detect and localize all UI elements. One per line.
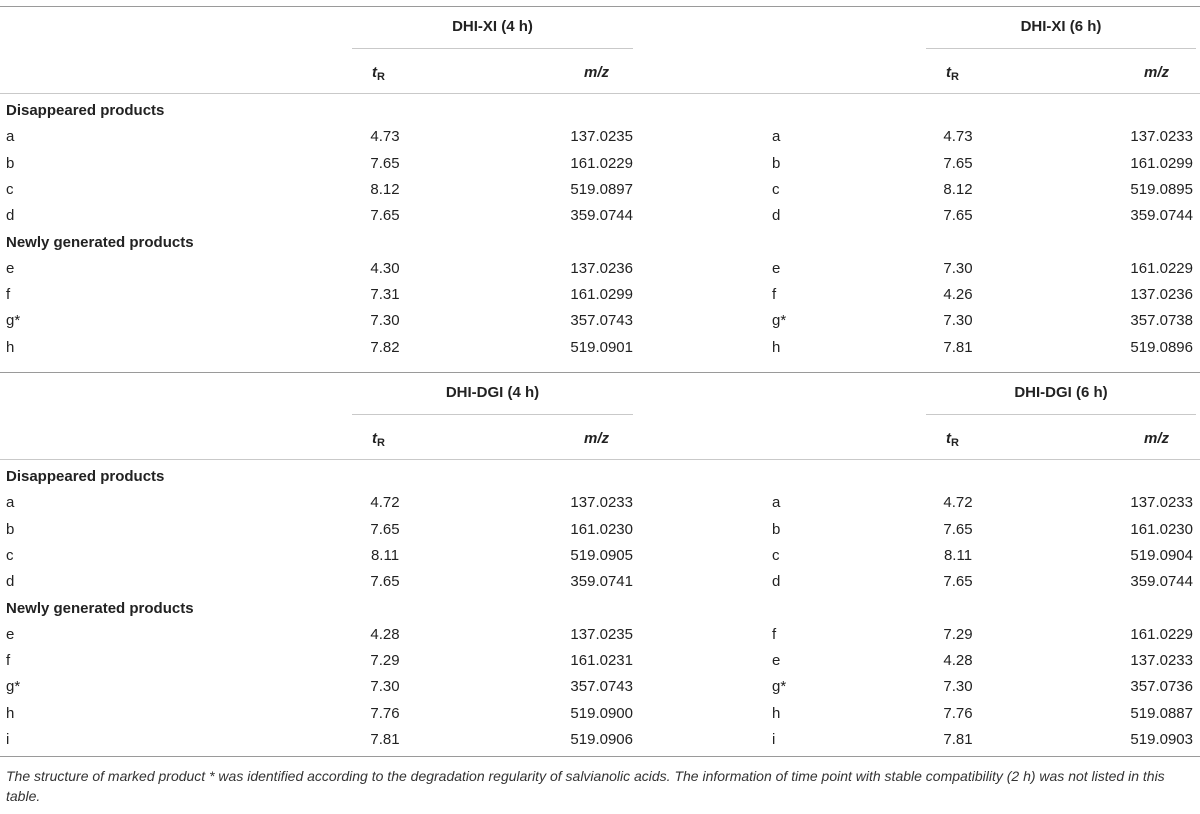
product-label: g* <box>6 678 21 696</box>
retention-time: 7.65 <box>370 154 400 172</box>
product-label: h <box>772 338 781 356</box>
condition-header: DHI-DGI (4 h) <box>445 384 540 401</box>
mz-value: 519.0887 <box>1130 704 1193 722</box>
retention-time: 7.65 <box>943 154 973 172</box>
retention-time: 8.11 <box>943 546 973 564</box>
mz-value: 137.0236 <box>1130 286 1193 304</box>
mz-value: 359.0744 <box>1130 207 1193 225</box>
retention-time: 4.72 <box>370 494 400 512</box>
product-label: i <box>6 731 10 748</box>
condition-underline <box>926 414 1196 415</box>
mz-value: 161.0299 <box>1130 154 1193 172</box>
mz-value: 137.0233 <box>1130 652 1193 670</box>
column-header-tr-symbol: t <box>946 64 951 81</box>
product-label: f <box>6 652 11 670</box>
retention-time: 4.73 <box>370 128 400 146</box>
column-header-tr-subscript: R <box>377 71 385 83</box>
retention-time: 7.29 <box>943 625 973 643</box>
retention-time: 7.76 <box>370 704 400 722</box>
header-rule <box>0 93 1200 94</box>
retention-time: 7.76 <box>943 704 973 722</box>
condition-underline <box>926 48 1196 49</box>
mz-value: 161.0229 <box>1130 625 1193 643</box>
retention-time: 4.30 <box>370 259 400 277</box>
retention-time: 8.12 <box>370 180 400 198</box>
retention-time: 7.65 <box>370 573 400 591</box>
retention-time: 7.31 <box>370 286 400 304</box>
product-label: a <box>6 494 15 512</box>
header-rule <box>0 459 1200 460</box>
product-label: b <box>772 154 781 172</box>
mz-value: 359.0744 <box>1130 573 1193 591</box>
column-header-tr-subscript: R <box>951 71 959 83</box>
condition-header: DHI-XI (6 h) <box>1020 18 1102 35</box>
mz-value: 357.0736 <box>1130 678 1193 696</box>
column-header-mz: m/z <box>1144 64 1170 81</box>
retention-time: 7.82 <box>370 338 400 356</box>
product-label: c <box>772 546 780 564</box>
product-label: i <box>772 731 776 748</box>
mz-value: 519.0903 <box>1130 731 1193 748</box>
product-label: b <box>6 154 15 172</box>
table-rule <box>0 6 1200 7</box>
product-label: h <box>772 704 781 722</box>
product-label: f <box>6 286 11 304</box>
column-header-mz: m/z <box>1144 430 1170 447</box>
retention-time: 7.29 <box>370 652 400 670</box>
condition-header: DHI-XI (4 h) <box>452 18 533 35</box>
product-label: e <box>772 652 781 670</box>
product-label: g* <box>772 312 787 330</box>
product-label: e <box>772 259 781 277</box>
retention-time: 7.30 <box>943 678 973 696</box>
mz-value: 137.0235 <box>570 128 633 146</box>
condition-header: DHI-DGI (6 h) <box>1014 384 1108 401</box>
column-header-tr-symbol: t <box>372 64 377 81</box>
retention-time: 8.12 <box>943 180 973 198</box>
column-header-tr-symbol: t <box>946 430 951 447</box>
retention-time: 7.30 <box>943 259 973 277</box>
condition-underline <box>352 414 633 415</box>
mz-value: 161.0231 <box>570 652 633 670</box>
mz-value: 137.0233 <box>1130 494 1193 512</box>
mz-value: 519.0905 <box>570 546 633 564</box>
retention-time: 4.72 <box>943 494 973 512</box>
mz-value: 137.0235 <box>570 625 633 643</box>
product-label: e <box>6 259 15 277</box>
table-rule <box>0 372 1200 373</box>
retention-time: 7.81 <box>943 731 973 748</box>
retention-time: 7.65 <box>370 207 400 225</box>
mz-value: 357.0743 <box>570 678 633 696</box>
section-title: Disappeared products <box>6 102 165 119</box>
condition-underline <box>352 48 633 49</box>
product-label: b <box>772 520 781 538</box>
retention-time: 4.28 <box>943 652 973 670</box>
product-label: d <box>772 207 781 225</box>
retention-time: 7.81 <box>370 731 400 748</box>
column-header-tr-subscript: R <box>377 437 385 449</box>
mz-value: 519.0904 <box>1130 546 1193 564</box>
retention-time: 7.65 <box>943 520 973 538</box>
product-label: d <box>6 573 15 591</box>
product-label: a <box>772 128 781 146</box>
product-label: d <box>6 207 15 225</box>
column-header-tr <box>372 430 385 452</box>
mz-value: 357.0738 <box>1130 312 1193 330</box>
table-footnote: The structure of marked product * was identified according to the degradation regularity of salvianolic acids. The information of time point with stable compatibility (2 h) was not listed in this table. <box>6 768 1165 804</box>
mz-value: 357.0743 <box>570 312 633 330</box>
mz-value: 359.0741 <box>570 573 633 591</box>
product-label: g* <box>772 678 787 696</box>
retention-time: 4.73 <box>943 128 973 146</box>
product-label: f <box>772 625 777 643</box>
mz-value: 519.0896 <box>1130 338 1193 356</box>
product-label: a <box>772 494 781 512</box>
product-label: h <box>6 704 15 722</box>
retention-time: 4.26 <box>943 286 973 304</box>
column-header-tr <box>946 430 959 452</box>
mz-value: 161.0230 <box>1130 520 1193 538</box>
column-header-tr-symbol: t <box>372 430 377 447</box>
mz-value: 519.0901 <box>570 338 633 356</box>
mz-value: 359.0744 <box>570 207 633 225</box>
retention-time: 7.65 <box>370 520 400 538</box>
column-header-mz: m/z <box>584 64 610 81</box>
product-label: h <box>6 338 15 356</box>
mz-value: 137.0233 <box>1130 128 1193 146</box>
mz-value: 161.0229 <box>570 154 633 172</box>
product-label: c <box>6 180 14 198</box>
mz-value: 519.0906 <box>570 731 633 748</box>
product-label: e <box>6 625 15 643</box>
mz-value: 519.0900 <box>570 704 633 722</box>
retention-time: 4.28 <box>370 625 400 643</box>
mz-value: 161.0299 <box>570 286 633 304</box>
column-header-tr-subscript: R <box>951 437 959 449</box>
column-header-tr <box>372 64 385 86</box>
retention-time: 7.30 <box>370 312 400 330</box>
product-label: g* <box>6 312 21 330</box>
mz-value: 137.0236 <box>570 259 633 277</box>
retention-time: 7.30 <box>370 678 400 696</box>
mz-value: 519.0897 <box>570 180 633 198</box>
product-label: d <box>772 573 781 591</box>
column-header-tr <box>946 64 959 86</box>
mz-value: 137.0233 <box>570 494 633 512</box>
retention-time: 8.11 <box>370 546 400 564</box>
section-title: Newly generated products <box>6 599 194 617</box>
product-label: f <box>772 286 777 304</box>
retention-time: 7.81 <box>943 338 973 356</box>
product-label: c <box>772 180 780 198</box>
column-header-mz: m/z <box>584 430 610 447</box>
mz-value: 161.0229 <box>1130 259 1193 277</box>
retention-time: 7.30 <box>943 312 973 330</box>
mz-value: 519.0895 <box>1130 180 1193 198</box>
section-title: Disappeared products <box>6 468 165 485</box>
table-bottom-rule <box>0 756 1200 757</box>
mz-value: 161.0230 <box>570 520 633 538</box>
retention-time: 7.65 <box>943 207 973 225</box>
retention-time: 7.65 <box>943 573 973 591</box>
product-label: a <box>6 128 15 146</box>
section-title: Newly generated products <box>6 233 194 251</box>
product-label: c <box>6 546 14 564</box>
product-label: b <box>6 520 15 538</box>
